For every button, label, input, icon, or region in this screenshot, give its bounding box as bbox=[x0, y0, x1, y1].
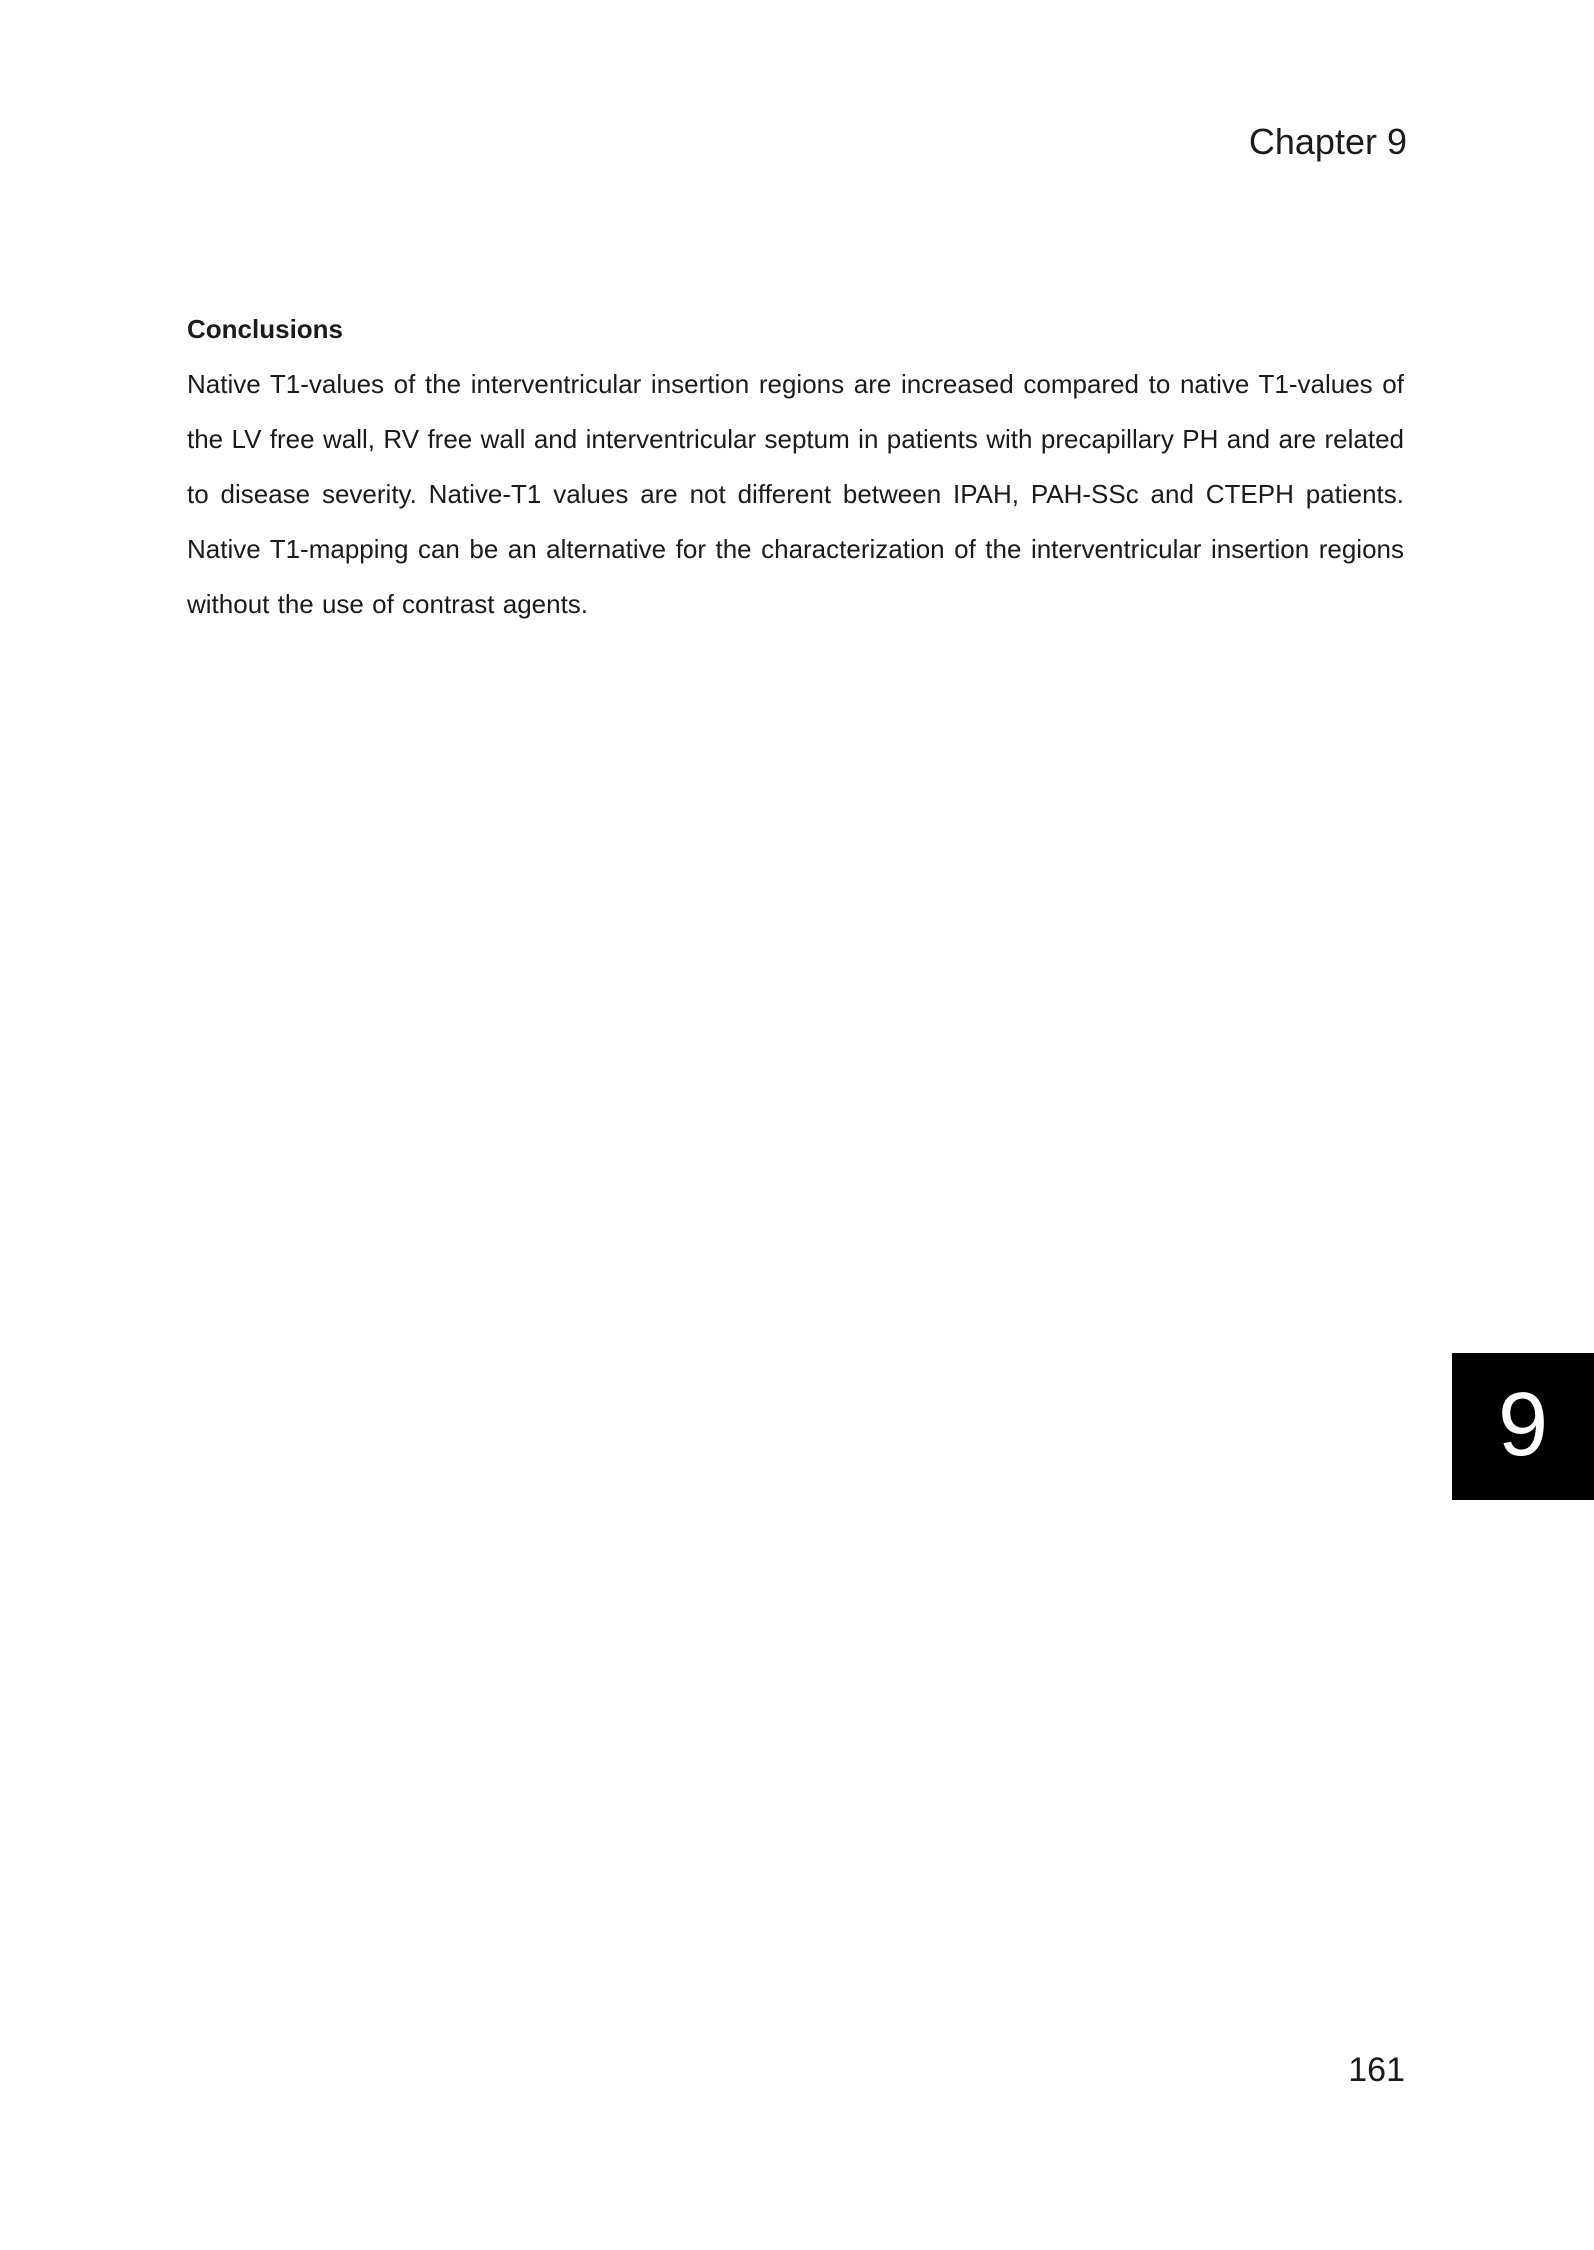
running-header: Chapter 9 bbox=[1248, 121, 1407, 162]
conclusions-section bbox=[187, 302, 1404, 632]
conclusions-paragraph: Native T1-values of the interventricular insertion regions are increased compared to native T1-values of the LV free wall, RV free wall and interventricular septum in patients with precapillary PH and are related to disease severity. Native-T1 values are not different between IPAH, PAH-SSc and CTEPH patients. Native T1-mapping can be an alternative for the characterization of the interventricular insertion regions without the use of contrast agents. bbox=[187, 369, 1404, 619]
section-heading: Conclusions bbox=[187, 314, 344, 344]
page-number: 161 bbox=[1348, 2051, 1405, 2089]
chapter-tab bbox=[1452, 1353, 1594, 1500]
chapter-tab-number: 9 bbox=[1497, 1374, 1549, 1475]
